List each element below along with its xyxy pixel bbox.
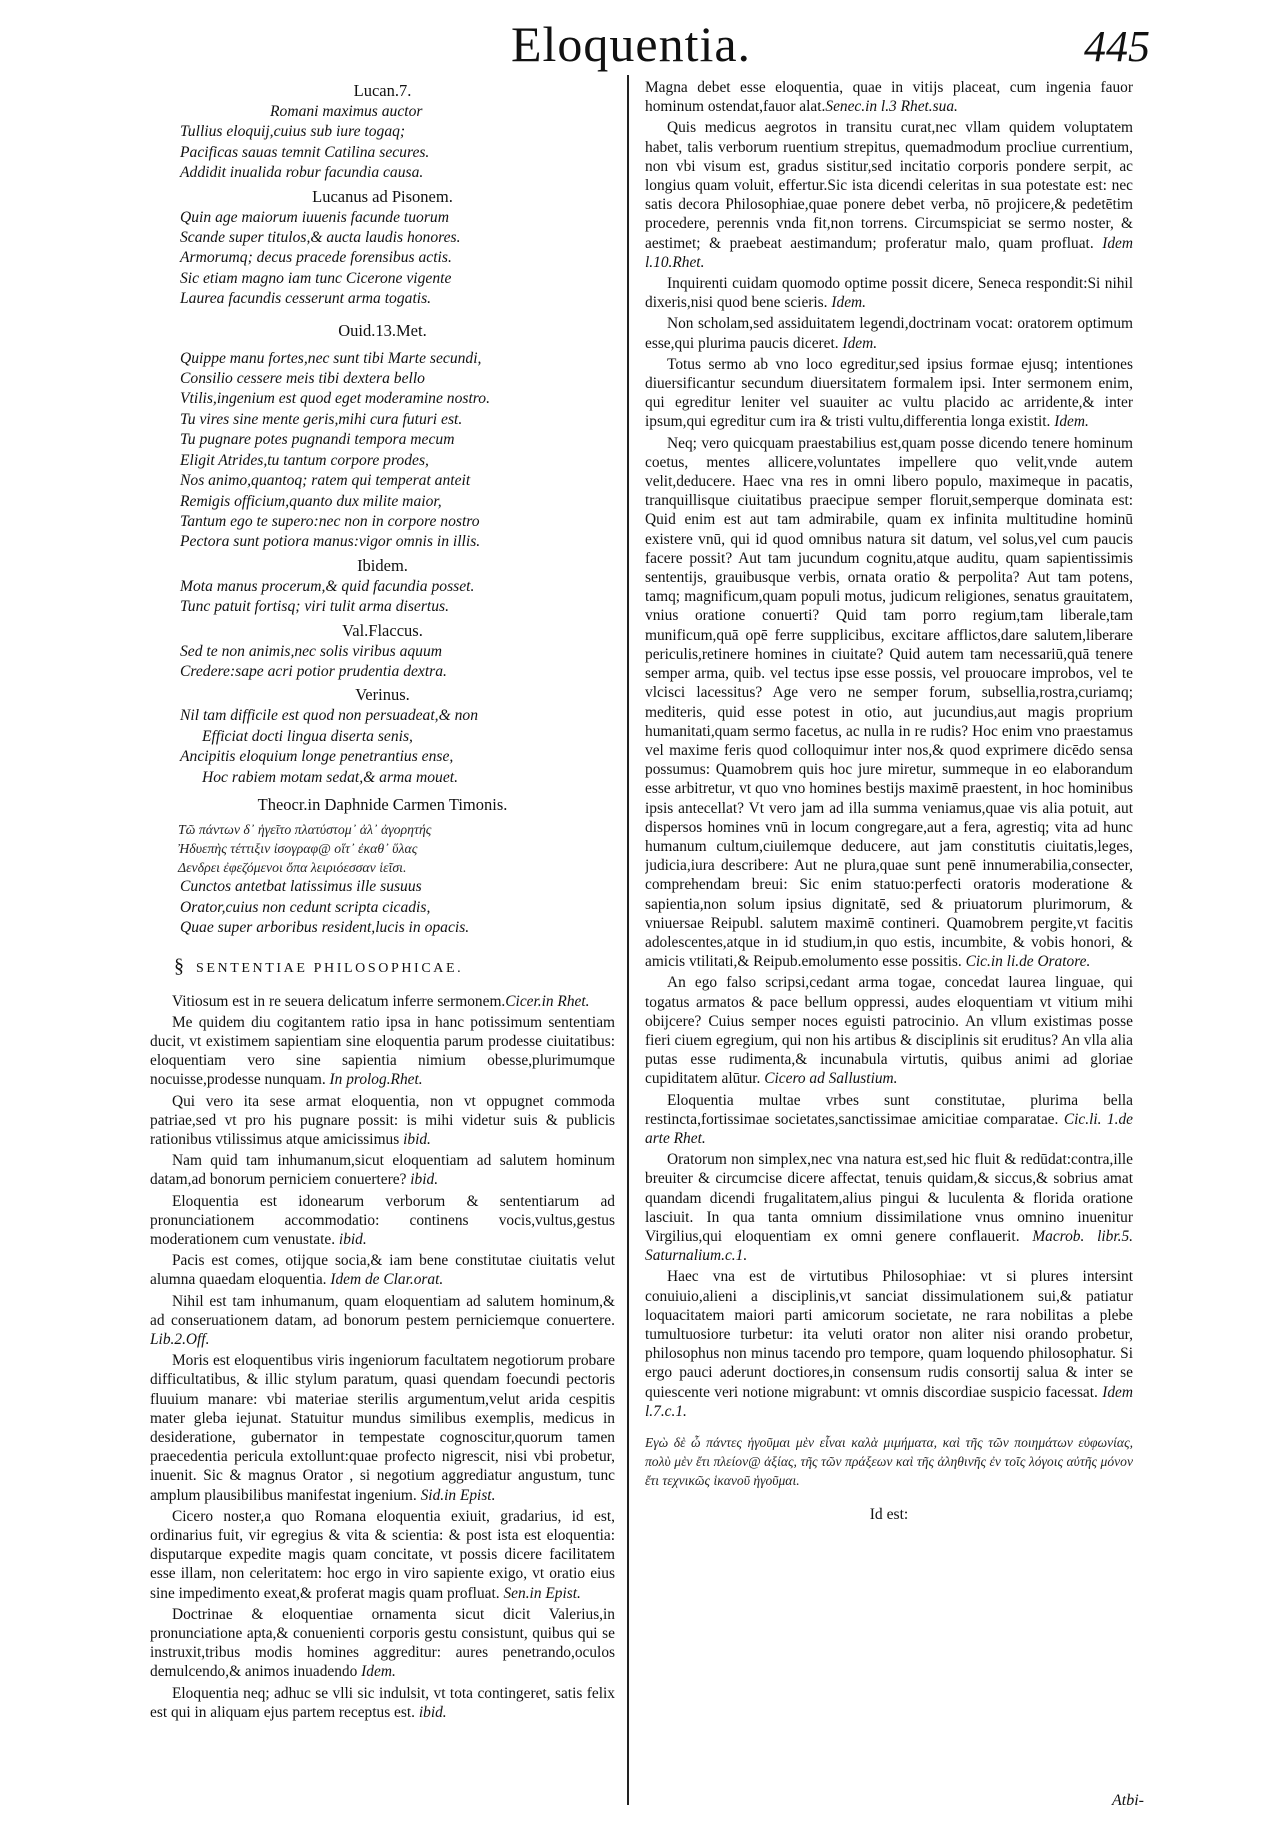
prose-paragraph — [150, 1351, 615, 1505]
verse-block-lucan7 — [150, 102, 615, 184]
verse-block-verinus — [150, 706, 615, 788]
citation: Cic.in li.de Oratore. — [965, 953, 1091, 971]
paragraph-text: Eloquentia neq; adhuc se vlli sic indulsit, vt tota contingeret, satis felix est qui in aliquam ejus partem receptus est. — [150, 1684, 615, 1721]
paragraph-text: Magna debet esse eloquentia, quae in vitijs placeat, cum ingenia fauor hominum ostendat,fauor alat. — [645, 79, 1133, 116]
paragraph-text: Oratorum non simplex,nec vna natura est,sed hic fluit & redūdat:contra,ille breuiter & circumcise dicere affectat, tenuis quidam,& siccus,& sobrius amat quandam dicendi frugalitatem,alius pingui & luculenta & florida oratione lasciuit. In qua tanta omnium dissimilatione vnus omnino inuenitur Virgilius,qui eloquentiam ex omni genere conflauerit. — [645, 1151, 1133, 1245]
prose-paragraph — [645, 1150, 1133, 1265]
greek-verse-block — [150, 821, 615, 877]
verse-line: Nil tam difficile est quod non persuadeat,& non — [180, 707, 478, 725]
greek-verse-line: Τῶ πάντων δ᾽ ἡγεῖτο πλατύστομ᾽ ἀλ᾽ ἀγορητής — [178, 821, 432, 837]
prose-paragraph — [150, 1151, 615, 1189]
citation: In prolog.Rhet. — [329, 1071, 423, 1089]
left-prose — [150, 992, 615, 1723]
verse-line: Eligit Atrides,tu tantum corpore prodes, — [180, 451, 429, 469]
prose-paragraph — [645, 314, 1133, 352]
prose-paragraph — [150, 1605, 615, 1682]
paragraph-text: Vitiosum est in re seuera delicatum inferre sermonem. — [172, 992, 506, 1010]
prose-paragraph — [645, 274, 1133, 312]
prose-paragraph — [645, 355, 1133, 432]
citation: Cic.li. 1.de arte Rhet. — [645, 1110, 1133, 1147]
verse-line: Cunctos antetbat latissimus ille susuus — [180, 878, 422, 896]
prose-paragraph — [150, 1292, 615, 1350]
verse-line: Orator,cuius non cedunt scripta cicadis, — [180, 898, 431, 916]
verse-line: Romani maximus auctor — [270, 103, 423, 120]
paragraph-text: Non scholam,sed assiduitatem legendi,doctrinam vocat: oratorem optimum esse,qui plurima paucis diceret. — [645, 315, 1133, 352]
prose-paragraph — [150, 1684, 615, 1722]
citation: Macrob. libr.5. Saturnalium.c.1. — [645, 1227, 1133, 1265]
source-caption: Ibidem. — [357, 555, 408, 575]
paragraph-text: Haec vna est de virtutibus Philosophiae: vt si plures intersint conuiuio,alieni a disciplinis,vt sanciat dissimulationem sui,& patiatur loquacitatem maiori parti amicorum societate, ne rara nobilitas a plebe tumultuosiore turbetur: ita veluti orator non aliter nisi orando probetur, philosophus non minus tacendo pro tempore, quam loquendo philosophatur. Si ergo pauci aderunt doctiores,in consensum rudis consortij salua & inter se quiescente veri notione migrabunt: vt omnis discordiae suspicio facessat. — [645, 1268, 1133, 1401]
left-column — [150, 78, 615, 1803]
paragraph-text: Nihil est tam inhumanum, quam eloquentiam ad salutem hominum,& ad conseruationem datam, ad bonorum pestem perniciemque conuertere. — [150, 1292, 615, 1329]
verse-block-piso — [150, 208, 615, 310]
citation: Idem l.7.c.1. — [645, 1383, 1133, 1420]
source-caption: Val.Flaccus. — [342, 620, 423, 640]
page-number: 445 — [1084, 22, 1150, 71]
verse-line: Quin age maiorum iuuenis facunde tuorum — [180, 208, 449, 226]
citation: Idem. — [1054, 413, 1089, 431]
prose-paragraph — [150, 1507, 615, 1603]
paragraph-text: Eloquentia multae vrbes sunt constitutae, plurima bella restincta,fortissimae societates,sanctissimae amicitiae comparatae. — [645, 1091, 1133, 1128]
paragraph-text: Moris est eloquentibus viris ingeniorum facultatem negotiorum probare difficultatibus, & illic stylum paratum, quasi quendam foecundi pectoris fluuium manare: vbi materiae sterilis argumentum,velut arida cespitis mater gleba iejunat. Statuitur mundus similibus exemplis, medicus in desideratione, gubernator in tempestate cognoscitur,quorum tamen praecedentia pericula extollunt:quae profecto nigrescit, nisi vbi probetur, inuenit. Sic & magnus Orator , si negotium aggrediatur angustum, tunc amplum plausibilibus manifestat ingenium. — [150, 1352, 615, 1504]
citation: Cicer.in Rhet. — [505, 992, 590, 1010]
paragraph-text: Me quidem diu cogitantem ratio ipsa in hanc potissimum sententiam ducit, vt existimem sapientiam sine eloquentia parum prodesse ciuitatibus: eloquentiam vero sine sapientia nimium obesse,plurimumque nocuisse,prodesse nunquam. — [150, 1013, 615, 1089]
prose-paragraph — [150, 992, 615, 1011]
section-mark: § — [174, 954, 184, 977]
section-heading — [174, 955, 615, 978]
citation: Idem. — [842, 334, 878, 352]
verse-line: Pacificas sauas temnit Catilina secures. — [180, 143, 430, 161]
prose-paragraph — [645, 973, 1133, 1088]
citation: ibid. — [410, 1171, 439, 1189]
verse-line: Tu pugnare potes pugnandi tempora mecum — [180, 431, 455, 449]
verse-line: Efficiat docti lingua diserta senis, — [202, 727, 413, 745]
prose-paragraph — [645, 1267, 1133, 1421]
verse-line: Credere:sape acri potior prudentia dextra. — [180, 662, 447, 680]
citation: ibid. — [418, 1703, 447, 1721]
prose-paragraph — [150, 1013, 615, 1090]
prose-paragraph — [645, 1091, 1133, 1149]
citation: Cicero ad Sallustium. — [764, 1070, 898, 1088]
verse-line: Armorumq; decus pracede forensibus actis. — [180, 249, 452, 267]
source-caption: Verinus. — [355, 685, 410, 705]
citation: Sen.in Epist. — [503, 1584, 581, 1602]
verse-line: Pectora sunt potiora manus:vigor omnis in illis. — [180, 533, 481, 551]
id-est-label: Id est: — [869, 1506, 909, 1524]
verse-line: Addidit inualida robur facundia causa. — [180, 164, 424, 182]
source-caption: Lucanus ad Pisonem. — [312, 186, 453, 206]
greek-verse-line: Δενδρει ἐφεζόμενοι ὄπα λειριόεσσαν ἱεῖσι. — [178, 859, 407, 875]
paragraph-text: Nam quid tam inhumanum,sicut eloquentiam ad salutem hominum datam,ad bonorum perniciem conuertere? — [150, 1152, 615, 1189]
verse-line: Tullius eloquij,cuius sub iure togaq; — [180, 123, 406, 141]
paragraph-text: Neq; vero quicquam praestabilius est,quam posse dicendo tenere hominum coetus, mentes allicere,voluntates impellere quo velit,vnde autem velit,deducere. Haec vna res in omni libero populo, maximeque in pacatis, tranquillisque ciuitatibus praecipue semper floruit,semperque dominata est: Quid enim est aut tam admirabile, quam ex infinita multitudine hominū existere vnū, qui id quod omnibus natura sit datum, vel solus,vel cum paucis facere possit? Aut tam jucundum cognitu,atque auditu, quam sapientissimis sententijs, grauibusque verbis, ornata oratio & perpolita? Aut tam potens, tamq; magnificum,quam populi motus, judicum religiones, senatus grauitatem, vnius oratione conuerti? Quid tam porro regium,tam liberale,tam munificum,quā opē ferre supplicibus, excitare afflictos,dare salutem,liberare periculis,retinere homines in ciuitate? Quid autem tam necessariū,quā tenere semper arma, quib. vel tectus ipse esse possis, vel prouocare improbos, vel te vlcisci lacessitus? Age vero ne semper forum, subsellia,rostra,curiamq; mediteris, quid esse potest in otio, aut jucundius,aut magis proprium humanitati,quam sermo facetus, ac nulla in re rudis? Hoc enim vno praestamus vel maxime feris quod colloquimur inter nos,& quod exprimere dicēdo sensa possumus: Quamobrem quis hoc jure miretur, summeque in eo elaborandum esse arbitretur, vt quo vno homines bestijs maximē praestent, in hoc hominibus ipsis antecellat? Vt vero jam ad illa summa veniamus,quae vis alia potuit, aut dispersos homines vnū in locum congregare,aut a fera, agrestiq; vita ad hunc humanum cultum,ciuilemque deducere, aut jam constitutis ciuitatis,leges, judicia,iura describere: Aut ne plura,quae sunt penē innumerabilia,consecter, comprehendam breui: Sic enim statuo:perfecti oratoris moderatione & sapientia,non solum ipsius dignitatē, sed & priuatorum plurimorum, & vniuersae Reipubl. salutem maximē contineri. Quamobrem pergite,vt facitis adolescentes,atque in id studium,in quo estis, incumbite, & vobis honori, & amicis vtilitati,& Reipub.emolumento esse possitis. — [645, 434, 1133, 971]
paragraph-text: Cicero noster,a quo Romana eloquentia exiuit, gradarius, id est, ordinarius fuit, vir egregius & vita & scientia: & post ista est eloquentia: disputarque expedite magis quam concitate, vt possis dicere facilitatem esse illam, non celeritatem: hoc ergo in viro sapiente exigo, vt oratio eius sine impedimento exeat,& proferat magis quam profluat. — [150, 1507, 615, 1602]
paragraph-text: Quis medicus aegrotos in transitu curat,nec vllam quidem voluptatem habet, talis verborum ruentium strepitus, quemadmodum procliue currentium, non vbi visum est, gradus sistitur,sed incitatio corporis pondere serpit, ac longius quam voluit, effertur.Sic ista dicendi celeritas in sua potestate est: nec satis decora Philosophiae,quae ponere debet verba, nō projicere,& pedetētim procedere, perennis vnda fit,non torrens. Circumspiciat se sermo noster, & aestimet; & praebeat aestimandum; proferatur malo, quam profluat. — [645, 119, 1133, 252]
paragraph-text: Eloquentia est idonearum verborum & sententiarum ad pronunciationem accommodatio: continens vocis,vultus,gestus moderationem cum venustate. — [150, 1192, 615, 1249]
prose-paragraph — [645, 434, 1133, 972]
prose-paragraph — [150, 1251, 615, 1289]
verse-line: Tunc patuit fortisq; viri tulit arma disertus. — [180, 598, 450, 616]
greek-verse-line: Ἠδυεπὴς τέττιξιν ἰσογραφ@ οἵτ᾽ ἐκαθ᾽ ὕλας — [178, 840, 418, 856]
citation: Idem. — [361, 1663, 396, 1681]
column-divider — [627, 75, 629, 1805]
paragraph-text: Pacis est comes, otijque socia,& iam bene constitutae ciuitatis velut alumna quaedam eloquentia. — [150, 1252, 615, 1289]
citation: Lib.2.Off. — [150, 1331, 210, 1349]
paragraph-text: An ego falso scripsi,cedant arma togae, concedat laurea linguae, qui togatus armatos & pace bellum oppressi, audes eloquentiam vt vitium mihi obijcere? Cuius semper noces eguisti patrocinio. An vllum existimas posse fieri ciuem egregium, qui non his artibus & disciplinis sit eruditus? An vlla alia putas esse rudimenta,& incunabula virtutis, quibus animi ad gloriae cupiditatem alūtur. — [645, 974, 1133, 1088]
citation: ibid. — [338, 1231, 367, 1249]
verse-line: Sic etiam magno iam tunc Cicerone vigente — [180, 269, 452, 287]
source-caption: Lucan.7. — [353, 81, 412, 100]
verse-line: Nos animo,quantoq; ratem qui temperat anteit — [180, 472, 471, 490]
verse-line: Consilio cessere meis tibi dextera bello — [180, 370, 425, 388]
verse-line: Ancipitis eloquium longe penetrantius ense, — [180, 748, 454, 766]
verse-line: Tu vires sine mente geris,mihi cura futuri est. — [180, 410, 463, 428]
citation: Sid.in Epist. — [420, 1486, 496, 1504]
source-caption: Ouid.13.Met. — [338, 320, 427, 340]
citation: Senec.in l.3 Rhet.sua. — [825, 98, 958, 116]
running-title: Eloquentia. — [510, 16, 752, 72]
prose-paragraph — [645, 78, 1133, 116]
citation: Idem. — [831, 294, 867, 312]
prose-paragraph — [645, 118, 1133, 272]
paragraph-text: Inquirenti cuidam quomodo optime possit dicere, Seneca respondit:Si nihil dixeris,nisi quod bene scieris. — [645, 275, 1133, 312]
verse-line: Hoc rabiem motam sedat,& arma mouet. — [202, 768, 458, 786]
greek-paragraph: Εγὼ δὲ ὦ πάντες ἡγοῦμαι μὲν εἶναι καλὰ μιμήματα, καὶ τῆς τῶν ποιημάτων εὐφωνίας, πολὺ μὲν ἔτι πλείον@ ἀξίας, τῆς τῶν πράξεων καὶ τῆς ἀληθινῆς ἐν τοῖς λόγοις αὐτῆς μόνον ἔτι τεχνικῶς ἱκανοῦ ἡγοῦμαι. — [645, 1435, 1133, 1489]
section-heading-text: SENTENTIAE PHILOSOPHICAE. — [196, 960, 464, 976]
verse-line: Vtilis,ingenium est quod eget moderamine nostro. — [180, 390, 490, 408]
paragraph-text: Qui vero ita sese armat eloquentia, non vt oppugnet commoda patriae,sed vt pro his pugnare possit: is mihi videtur suis & publicis rationibus vtilissimus atque amicissimus — [150, 1092, 615, 1148]
verse-block-ibidem — [150, 577, 615, 618]
citation: Idem l.10.Rhet. — [645, 234, 1133, 271]
paragraph-text: Totus sermo ab vno loco egreditur,sed ipsius formae ejusq; intentiones diuersificantur secundum diuersitatem formalem ipsi. Inter sermonem enim, qui egreditur leniter vel suauiter ac vultu placido ac arridente,& inter ipsum,qui egreditur cum ira & tristi vultu,differentia longa existit. — [645, 355, 1133, 431]
verse-line: Remigis officium,quanto dux milite maior, — [180, 492, 442, 510]
paragraph-text: Doctrinae & eloquentiae ornamenta sicut dicit Valerius,in pronunciatione apta,& conuenienti corporis gestu consistunt, quibus qui se instruxit,tribus modis homines aggreditur: aures penetrando,oculos demulcendo,& animos inuadendo — [150, 1605, 615, 1681]
prose-paragraph — [150, 1192, 615, 1250]
verse-line: Quippe manu fortes,nec sunt tibi Marte secundi, — [180, 349, 482, 367]
verse-block-valflaccus — [150, 642, 615, 683]
catchword: Atbi- — [1112, 1792, 1144, 1809]
citation: Idem de Clar.orat. — [330, 1271, 444, 1289]
verse-line: Quae super arboribus resident,lucis in opacis. — [180, 919, 470, 937]
source-caption: Theocr.in Daphnide Carmen Timonis. — [257, 794, 508, 814]
verse-line: Scande super titulos,& aucta laudis honores. — [180, 229, 461, 247]
verse-block-ouid — [150, 349, 615, 553]
prose-paragraph — [150, 1092, 615, 1150]
right-column — [645, 78, 1133, 1798]
verse-line: Tantum ego te supero:nec non in corpore nostro — [180, 512, 480, 530]
verse-line: Sed te non animis,nec solis viribus aquum — [180, 642, 443, 660]
verse-line: Laurea facundis cesserunt arma togatis. — [180, 290, 432, 308]
verse-line: Mota manus procerum,& quid facundia posset. — [180, 577, 475, 595]
citation: ibid. — [403, 1131, 431, 1148]
latin-translation-block — [150, 877, 615, 938]
